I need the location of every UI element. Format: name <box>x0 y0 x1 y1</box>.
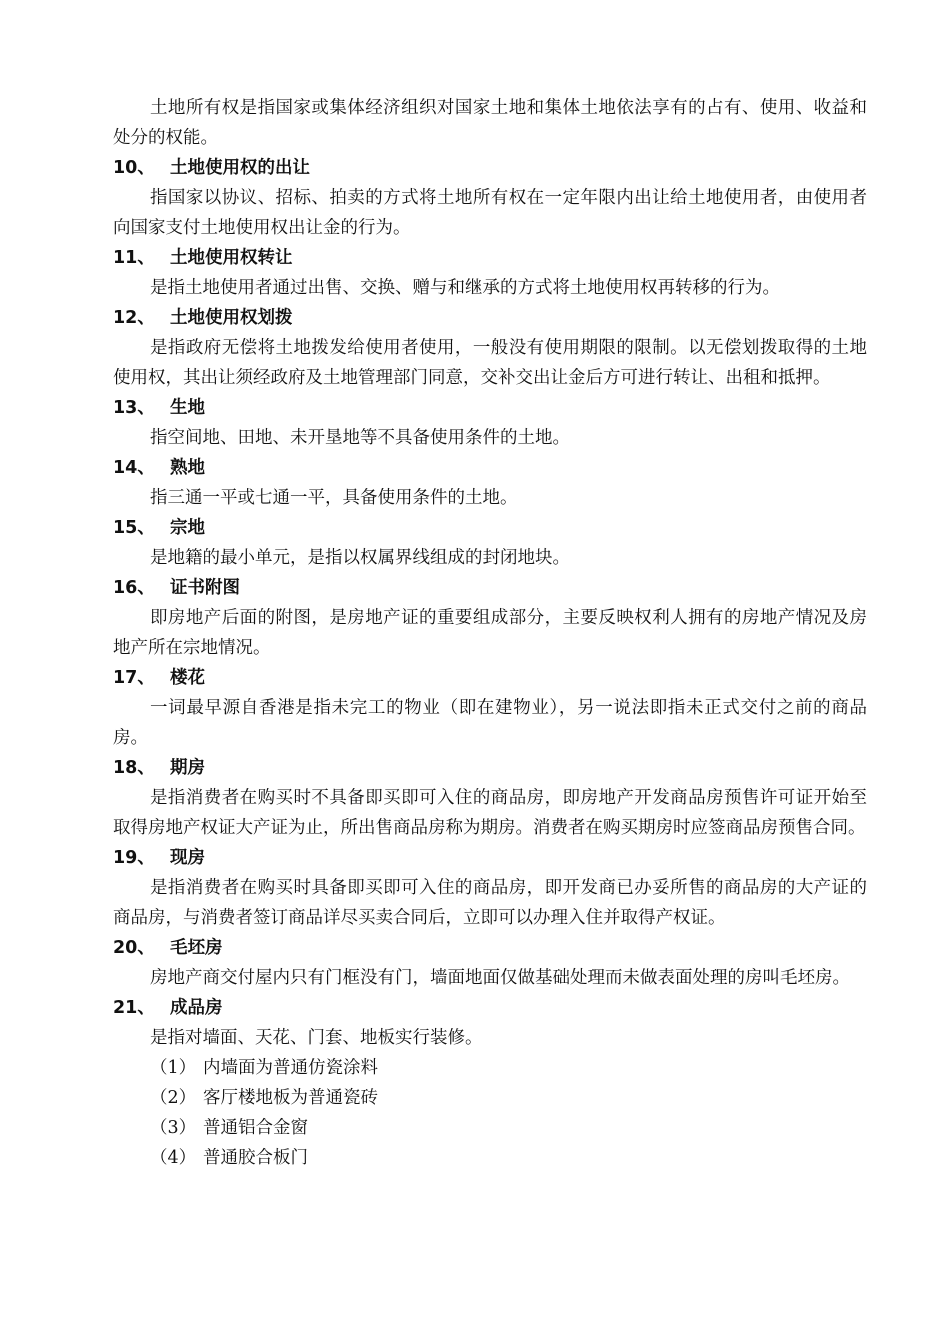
list-item-number: （1） <box>150 1058 197 1078</box>
section-body: 是地籍的最小单元，是指以权属界线组成的封闭地块。 <box>150 548 570 568</box>
section-title: 土地使用权的出让 <box>170 158 310 178</box>
section-heading <box>113 393 867 423</box>
section-title: 毛坯房 <box>170 938 223 958</box>
section-title: 土地使用权转让 <box>170 248 293 268</box>
section-number: 15、 <box>113 518 155 538</box>
section-title: 证书附图 <box>170 578 240 598</box>
section-heading <box>113 993 867 1023</box>
section-body: 是指对墙面、天花、门套、地板实行装修。 <box>150 1028 483 1048</box>
section-number: 21、 <box>113 998 155 1018</box>
section-number: 14、 <box>113 458 155 478</box>
list-item-text: 普通胶合板门 <box>203 1148 308 1168</box>
intro-paragraph: 土地所有权是指国家或集体经济组织对国家土地和集体土地依法享有的占有、使用、收益和处分的权能。 <box>113 98 867 148</box>
section-title: 楼花 <box>170 668 205 688</box>
section-heading <box>113 843 867 873</box>
list-item <box>113 1113 867 1143</box>
section-17 <box>113 663 867 753</box>
section-title: 期房 <box>170 758 205 778</box>
section-heading <box>113 513 867 543</box>
section-title: 现房 <box>170 848 205 868</box>
section-title: 熟地 <box>170 458 205 478</box>
section-number: 10、 <box>113 158 155 178</box>
section-16 <box>113 573 867 663</box>
section-11 <box>113 243 867 303</box>
section-number: 18、 <box>113 758 155 778</box>
list-item <box>113 1143 867 1173</box>
section-number: 12、 <box>113 308 155 328</box>
section-heading <box>113 663 867 693</box>
section-body: 是指消费者在购买时不具备即买即可入住的商品房，即房地产开发商品房预售许可证开始至取得房地产权证大产证为止，所出售商品房称为期房。消费者在购买期房时应签商品房预售合同。 <box>113 788 867 838</box>
section-10 <box>113 153 867 243</box>
section-heading <box>113 153 867 183</box>
section-number: 17、 <box>113 668 155 688</box>
section-18 <box>113 753 867 843</box>
list-item-number: （4） <box>150 1148 197 1168</box>
section-13 <box>113 393 867 453</box>
section-heading <box>113 933 867 963</box>
list-item-number: （2） <box>150 1088 197 1108</box>
section-body: 房地产商交付屋内只有门框没有门，墙面地面仅做基础处理而未做表面处理的房叫毛坯房。 <box>150 968 850 988</box>
section-number: 13、 <box>113 398 155 418</box>
section-heading <box>113 303 867 333</box>
section-body: 指三通一平或七通一平，具备使用条件的土地。 <box>150 488 518 508</box>
list-item-number: （3） <box>150 1118 197 1138</box>
list-item <box>113 1053 867 1083</box>
section-title: 成品房 <box>170 998 223 1018</box>
section-number: 11、 <box>113 248 155 268</box>
section-body: 是指政府无偿将土地拨发给使用者使用，一般没有使用期限的限制。以无偿划拨取得的土地使用权，其出让须经政府及土地管理部门同意，交补交出让金后方可进行转让、出租和抵押。 <box>113 338 867 388</box>
section-21 <box>113 993 867 1173</box>
section-body: 一词最早源自香港是指未完工的物业（即在建物业），另一说法即指未正式交付之前的商品房。 <box>113 698 867 748</box>
list-item-text: 普通铝合金窗 <box>203 1118 308 1138</box>
section-body: 是指消费者在购买时具备即买即可入住的商品房，即开发商已办妥所售的商品房的大产证的商品房，与消费者签订商品详尽买卖合同后，立即可以办理入住并取得产权证。 <box>113 878 867 928</box>
section-title: 宗地 <box>170 518 205 538</box>
list-item-text: 内墙面为普通仿瓷涂料 <box>203 1058 378 1078</box>
section-heading <box>113 573 867 603</box>
section-body: 指空间地、田地、未开垦地等不具备使用条件的土地。 <box>150 428 570 448</box>
section-20 <box>113 933 867 993</box>
section-number: 16、 <box>113 578 155 598</box>
section-heading <box>113 753 867 783</box>
section-12 <box>113 303 867 393</box>
section-heading <box>113 243 867 273</box>
section-body: 指国家以协议、招标、拍卖的方式将土地所有权在一定年限内出让给土地使用者，由使用者向国家支付土地使用权出让金的行为。 <box>113 188 867 238</box>
section-19 <box>113 843 867 933</box>
section-number: 19、 <box>113 848 155 868</box>
section-heading <box>113 453 867 483</box>
section-number: 20、 <box>113 938 155 958</box>
section-title: 土地使用权划拨 <box>170 308 293 328</box>
section-body: 是指土地使用者通过出售、交换、赠与和继承的方式将土地使用权再转移的行为。 <box>150 278 780 298</box>
list-item <box>113 1083 867 1113</box>
list-item-text: 客厅楼地板为普通瓷砖 <box>203 1088 378 1108</box>
finish-list <box>113 1053 867 1173</box>
section-14 <box>113 453 867 513</box>
section-15 <box>113 513 867 573</box>
section-body: 即房地产后面的附图，是房地产证的重要组成部分，主要反映权利人拥有的房地产情况及房地产所在宗地情况。 <box>113 608 867 658</box>
section-title: 生地 <box>170 398 205 418</box>
